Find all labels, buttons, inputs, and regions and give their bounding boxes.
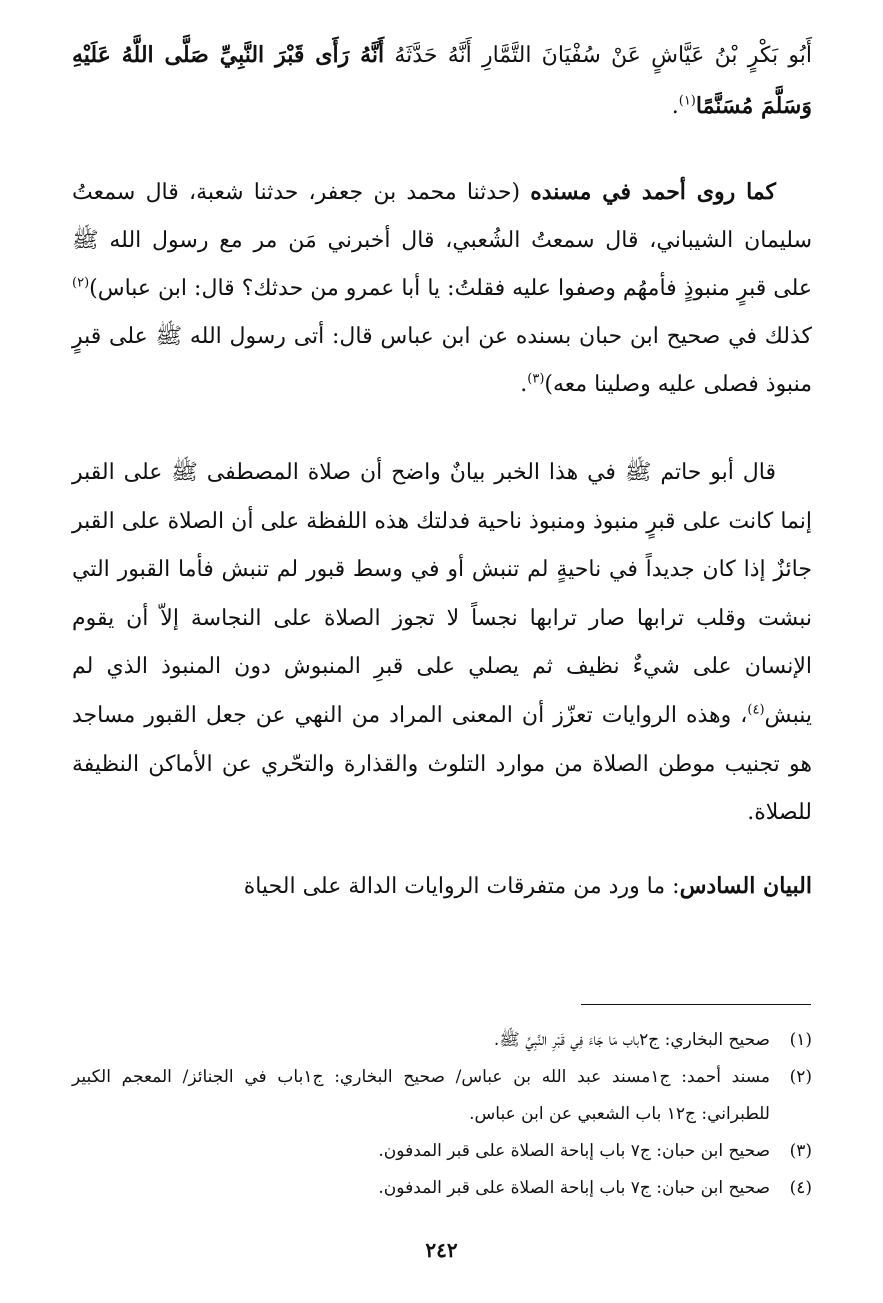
paragraph-ahmad-narration	[72, 168, 812, 409]
footnote-ref-4[interactable]: (٤)	[747, 702, 765, 718]
footnote-ref-1[interactable]: (١)	[678, 93, 696, 109]
footnote-separator	[581, 1004, 811, 1005]
footnotes	[72, 1022, 812, 1207]
footnote-text: صحيح ابن حبان: ج٧ باب إباحة الصلاة على قبر المدفون.	[378, 1141, 770, 1161]
ibn-hibban-narration-text: كذلك في صحيح ابن حبان بسنده عن ابن عباس قال: أتى رسول الله ﷺ على قبرٍ منبوذ فصلى عليه وصلينا معه)	[72, 324, 812, 397]
sixth-statement-heading: البيان السادس	[679, 872, 812, 899]
footnote-number: (٤)	[789, 1178, 812, 1198]
footnote-text: صحيح البخاري: ج٢باب مَا جَاءَ فِي قَبْرِ النَّبِيِّ ﷺ.	[493, 1030, 770, 1050]
abu-hatim-text: قال أبو حاتم ﷺ في هذا الخبر بيانٌ واضح أن صلاة المصطفى ﷺ على القبر إنما كانت على قبرٍ منبوذ ومنبوذ ناحية فدلتك هذه اللفظة على أن الصلاة على القبر جائزٌ إذا كان جديداً في ناحيةٍ لم تنبش أو في وسط قبور لم تنبش فأما القبور التي نبشت وقلب ترابها صار ترابها نجساً لا تجوز الصلاة على النجاسة إلاّ أن يقوم الإنسان على شيءٌ نظيف ثم يصلي على قبرِ المنبوش دون المنبوذ الذي لم ينبش	[72, 460, 812, 728]
footnote-number: (٣)	[789, 1141, 812, 1161]
paragraph-sixth-statement	[72, 862, 812, 911]
footnote-text: صحيح ابن حبان: ج٧ باب إباحة الصلاة على قبر المدفون.	[378, 1178, 770, 1198]
paragraph-hadith-1	[72, 30, 812, 132]
ahmad-narration-intro: كما روى أحمد في مسنده	[530, 179, 776, 205]
footnote-number: (٢)	[789, 1067, 812, 1087]
sixth-statement-text: : ما ورد من متفرقات الروايات الدالة على الحياة	[243, 873, 680, 899]
abu-hatim-text-continued: ، وهذه الروايات تعزّز أن المعنى المراد من النهي عن جعل القبور مساجد هو تجنيب موطن الصلاة من موارد التلوث والقذارة والتحّري عن الأماكن النظيفة للصلاة.	[72, 702, 812, 826]
hadith-1-bold-text: أَنَّهُ رَأَى قَبْرَ النَّبِيِّ صَلَّى اللَّهُ عَلَيْهِ وَسَلَّمَ مُسَنَّمًا	[72, 42, 812, 119]
page-number: ٢٤٢	[425, 1238, 458, 1262]
hadith-1-text: أَبُو بَكْرٍ بْنُ عَيَّاشٍ عَنْ سُفْيَانَ التَّمَّارِ أَنَّهُ حَدَّثَهُ	[384, 43, 812, 68]
paragraph-abu-hatim	[72, 449, 812, 838]
footnote-ref-2[interactable]: (٢)	[72, 275, 90, 291]
footnote-number: (١)	[789, 1030, 812, 1050]
footnote-item	[72, 1022, 812, 1059]
hadith-1-end: .	[671, 94, 679, 119]
ahmad-narration-text: (حدثنا محمد بن جعفر، حدثنا شعبة، قال سمعتُ سليمان الشيباني، قال سمعتُ الشُعبي، قال أخبرني مَن مر مع رسول الله ﷺ على قبرٍ منبوذٍ فأمهُم وصفوا عليه فقلتُ: يا أبا عمرو من حدثك؟ قال: ابن عباس)	[72, 180, 812, 301]
footnote-item	[72, 1059, 812, 1133]
ahmad-narration-end: .	[520, 372, 528, 397]
footnote-ref-3[interactable]: (٣)	[527, 371, 545, 387]
footnote-text: مسند أحمد: ج١مسند عبد الله بن عباس/ صحيح البخاري: ج١باب في الجنائز/ المعجم الكبير للطبراني: ج١٢ باب الشعبي عن ابن عباس.	[72, 1067, 770, 1124]
footnote-item	[72, 1170, 812, 1207]
footnote-item	[72, 1133, 812, 1170]
page-body	[72, 30, 812, 911]
